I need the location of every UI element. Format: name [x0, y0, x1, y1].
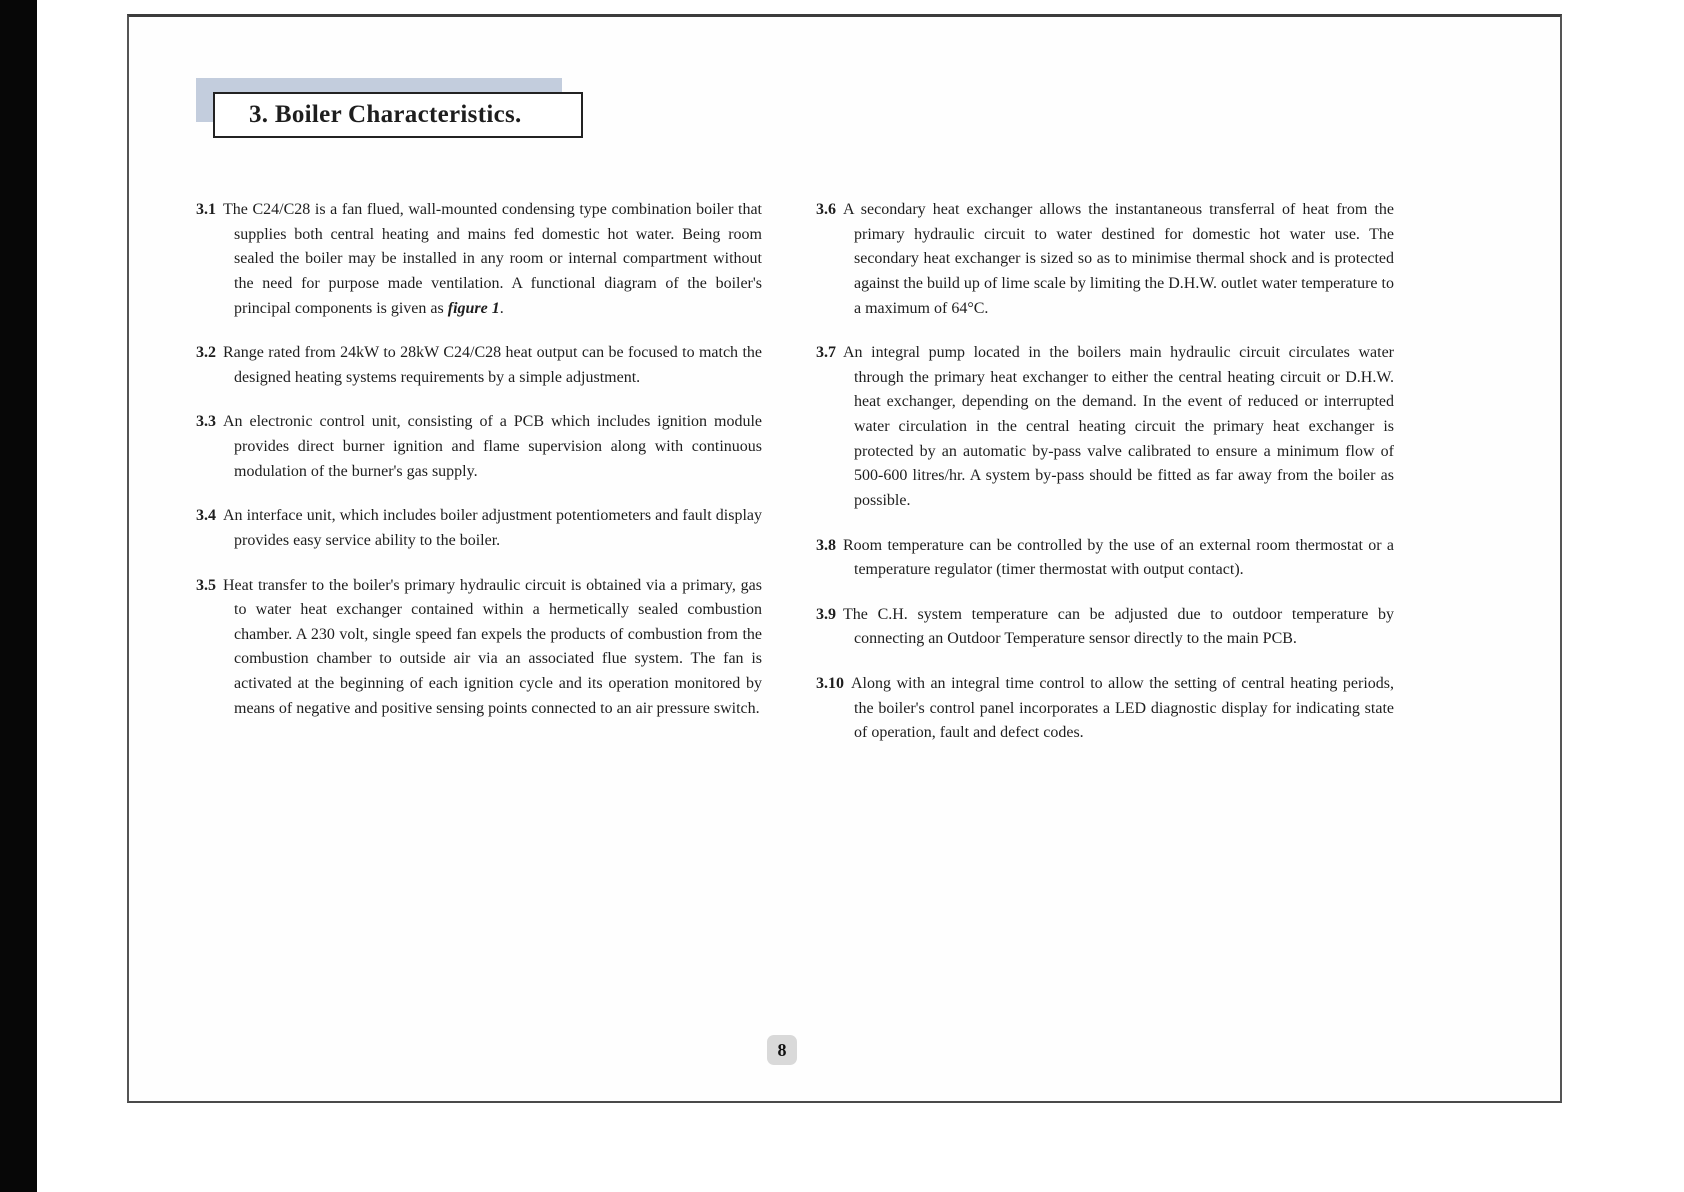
- section-3-7: [816, 341, 1394, 513]
- section-number: 3.9: [816, 605, 836, 623]
- section-text: An integral pump located in the boilers main hydraulic circuit circulates water through the primary heat exchanger to either the central heating circuit or D.H.W. heat exchanger, depending on the demand. In the event of reduced or interrupted water circulation in the central heating circuit the primary heat exchanger is protected by an automatic by-pass valve calibrated to ensure a minimum flow of 500-600 litres/hr. A system by-pass should be fitted as far away from the boiler as possible.: [843, 344, 1394, 509]
- page-number: 8: [777, 1039, 787, 1060]
- section-title-block: [196, 78, 596, 148]
- section-number: 3.1: [196, 201, 216, 218]
- section-number: 3.10: [816, 675, 844, 692]
- section-3-6: [816, 198, 1394, 321]
- section-number: 3.5: [196, 576, 216, 594]
- section-text: Range rated from 24kW to 28kW C24/C28 heat output can be focused to match the designed heating systems requirements by a simple adjustment.: [223, 344, 762, 386]
- left-column: [196, 198, 762, 741]
- section-number: 3.8: [816, 536, 836, 554]
- scan-edge-bar: [0, 0, 37, 1192]
- section-text: An electronic control unit, consisting of a PCB which includes ignition module provides direct burner ignition and flame supervision along with continuous modulation of the burner's gas supply.: [223, 413, 762, 480]
- section-3-2: [196, 341, 762, 390]
- section-number: 3.4: [196, 507, 216, 525]
- right-column: [816, 198, 1394, 766]
- page-number-badge: [767, 1035, 797, 1065]
- section-3-3: [196, 410, 762, 484]
- section-text: The C.H. system temperature can be adjusted due to outdoor temperature by connecting an Outdoor Temperature sensor directly to the main PCB.: [843, 605, 1394, 648]
- section-text: Room temperature can be controlled by the use of an external room thermostat or a temperature regulator (timer thermostat with output contact).: [843, 536, 1394, 579]
- section-3-8: [816, 534, 1394, 583]
- section-text: A secondary heat exchanger allows the instantaneous transferral of heat from the primary hydraulic circuit to water destined for domestic hot water use. The secondary heat exchanger is sized so as to minimise thermal shock and is protected against the build up of lime scale by limiting the D.H.W. outlet water temperature to a maximum of 64°C.: [843, 201, 1394, 317]
- section-text: The C24/C28 is a fan flued, wall-mounted condensing type combination boiler that supplies both central heating and mains fed domestic hot water. Being room sealed the boiler may be installed in any room or internal compartment without the need for purpose made ventilation. A functional diagram of the boiler's principal components is given as: [223, 201, 762, 317]
- section-text: An interface unit, which includes boiler adjustment potentiometers and fault display provides easy service ability to the boiler.: [223, 507, 762, 549]
- section-text-suffix: .: [499, 299, 504, 317]
- title-box: [213, 92, 583, 138]
- section-number: 3.3: [196, 413, 216, 431]
- section-text: Along with an integral time control to allow the setting of central heating periods, the boiler's control panel incorporates a LED diagnostic display for indicating state of operation, fault and defect codes.: [851, 675, 1394, 742]
- page-title: 3. Boiler Characteristics.: [249, 101, 522, 128]
- figure-reference: figure 1: [447, 299, 500, 317]
- section-number: 3.2: [196, 344, 216, 362]
- section-3-10: [816, 672, 1394, 746]
- section-number: 3.6: [816, 201, 836, 218]
- section-number: 3.7: [816, 344, 836, 362]
- section-3-5: [196, 574, 762, 722]
- section-3-9: [816, 603, 1394, 652]
- section-text: Heat transfer to the boiler's primary hydraulic circuit is obtained via a primary, gas to water heat exchanger contained within a hermetically sealed combustion chamber. A 230 volt, single speed fan expels the products of combustion from the combustion chamber to outside air via an associated flue system. The fan is activated at the beginning of each ignition cycle and its operation monitored by means of negative and positive sensing points connected to an air pressure switch.: [223, 576, 762, 717]
- section-3-1: [196, 198, 762, 321]
- section-3-4: [196, 504, 762, 553]
